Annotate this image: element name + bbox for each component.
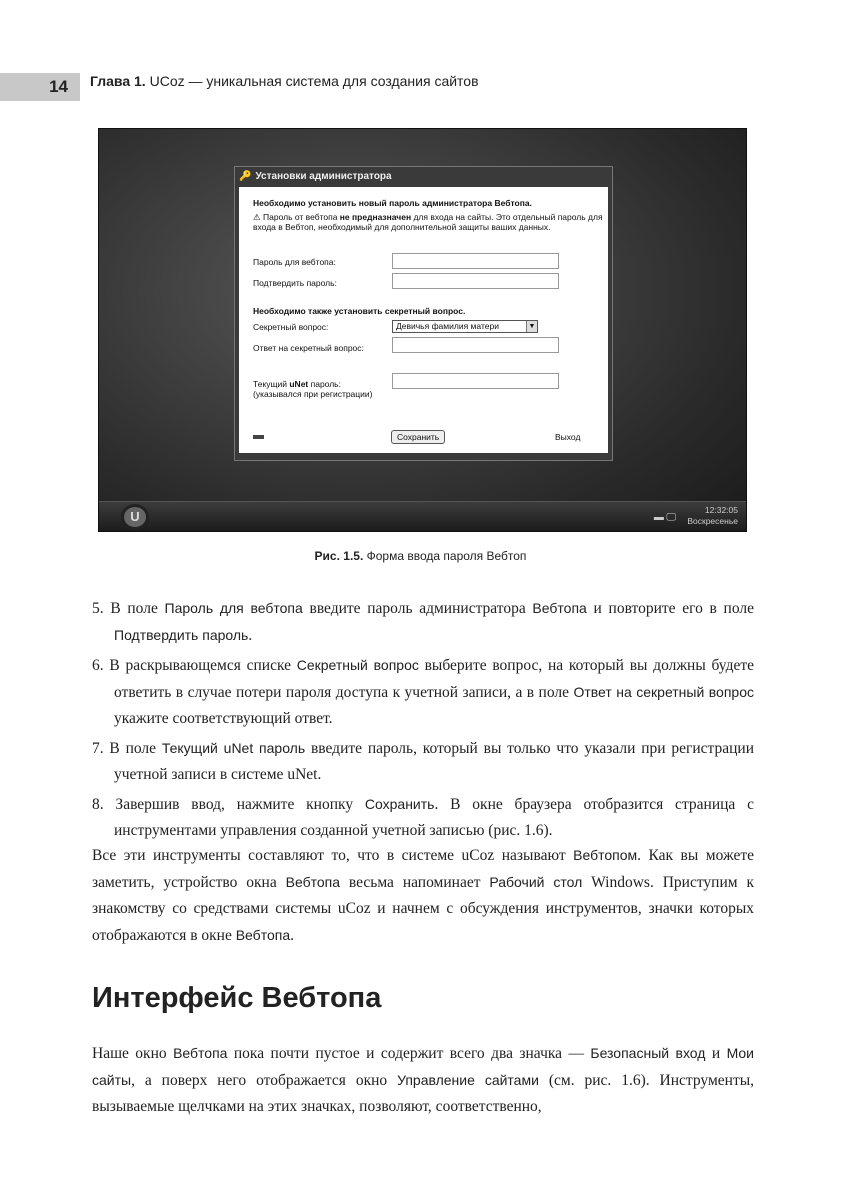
ui-term: Вебтопа xyxy=(173,1045,228,1061)
text-run: . В окне браузера отобразится страница с инструментами управления созданной учетной записью (рис. 1.6). xyxy=(114,796,754,839)
text-run: Наше окно xyxy=(92,1045,174,1062)
ui-term: Текущий uNet пароль xyxy=(161,740,306,756)
list-item xyxy=(92,735,754,788)
secret-question-value: Девичья фамилия матери xyxy=(396,321,499,331)
text-run: выберите вопрос, на который вы должны будете ответить в случае потери пароля доступа к учетной записи, а в поле xyxy=(114,657,754,701)
list-item xyxy=(92,791,754,844)
ui-term: Вебтопа xyxy=(235,927,291,943)
chapter-label: Глава 1. xyxy=(90,73,146,89)
ui-term: Вебтопа xyxy=(532,600,587,616)
section-heading: Интерфейс Вебтопа xyxy=(92,982,382,1014)
text-run: 8. Завершив ввод, нажмите кнопку xyxy=(92,796,365,813)
text-run: пока почти пустое и содержит всего два значка — xyxy=(227,1045,591,1062)
password-label: Пароль для вебтопа: xyxy=(253,257,336,267)
list-item xyxy=(92,595,754,649)
ucoz-start-button[interactable]: U xyxy=(121,504,149,530)
text-run: весьма напоминает xyxy=(340,874,490,891)
ui-term: Мои сайты xyxy=(92,1045,755,1088)
clock-day: Воскресенье xyxy=(687,516,738,526)
text-run: Windows. Приступим к знакомству со средствами системы uCoz и начнем с обсуждения инструментов, значки которых отображаются в окне xyxy=(92,874,754,944)
network-icon[interactable]: 🖵 xyxy=(666,512,676,523)
unet-label-bold: uNet xyxy=(289,379,309,389)
ui-term: Пароль для вебтопа xyxy=(164,600,303,616)
secret-heading: Необходимо также установить секретный вопрос. xyxy=(253,306,466,316)
ui-term: Сохранить xyxy=(364,796,435,812)
dialog-titlebar xyxy=(239,167,608,187)
warning-pre: Пароль от вебтопа xyxy=(263,212,340,222)
text-run: введите пароль, который вы только что указали при регистрации учетной записи в системе uNet. xyxy=(114,740,755,783)
ui-term: Рабочий стол xyxy=(489,874,583,890)
flag-icon xyxy=(253,435,264,439)
text-run: . xyxy=(290,927,294,944)
secret-answer-input[interactable] xyxy=(392,337,559,353)
text-run: , а поверх него отображается окно xyxy=(131,1072,398,1089)
running-header xyxy=(0,73,841,101)
unet-password-label xyxy=(253,379,372,399)
secret-answer-label: Ответ на секретный вопрос: xyxy=(253,343,364,353)
chevron-down-icon[interactable]: ▼ xyxy=(526,321,537,332)
figure-caption xyxy=(0,549,841,563)
confirm-password-input[interactable] xyxy=(392,273,559,289)
clock-time: 12:32:05 xyxy=(704,505,738,515)
text-run: и повторите его в поле xyxy=(586,600,754,617)
warning-bold: не предназначен xyxy=(339,212,412,222)
warning-text xyxy=(253,212,603,232)
tray-icons xyxy=(654,512,676,523)
ui-term: Безопасный вход xyxy=(590,1045,706,1061)
ui-term: Вебтопа xyxy=(285,874,341,890)
text-run: 6. В раскрывающемся списке xyxy=(92,657,297,674)
list-item xyxy=(92,652,754,732)
caption-label: Рис. 1.5. xyxy=(314,549,364,563)
figure-screenshot xyxy=(98,128,747,532)
text-run: (см. рис. 1.6). Инструменты, вызываемые щелчками на этих значках, позволяют, соответственно, xyxy=(92,1072,755,1115)
ui-term: Ответ на секретный вопрос xyxy=(573,684,754,700)
ui-term: Секретный вопрос xyxy=(296,657,419,673)
admin-settings-dialog xyxy=(234,166,613,461)
warning-post: для входа на сайты. Это отдельный пароль для входа в Вебтоп, необходимый для дополнительной защиты ваших данных. xyxy=(253,212,603,232)
warning-icon: ⚠ xyxy=(253,212,261,222)
ui-term: Управление сайтами xyxy=(397,1072,539,1088)
text-run: и xyxy=(705,1045,727,1062)
exit-link[interactable]: Выход xyxy=(555,432,581,442)
text-run: 7. В поле xyxy=(92,740,162,757)
password-input[interactable] xyxy=(392,253,559,269)
text-run: введите пароль администратора xyxy=(302,600,533,617)
unet-hint: (указывался при регистрации) xyxy=(253,389,373,399)
ui-term: Подтвердить пароль xyxy=(114,627,249,643)
confirm-password-label: Подтвердить пароль: xyxy=(253,278,337,288)
key-icon: 🔑 xyxy=(239,171,252,182)
text-run: . Как вы можете заметить, устройство окна xyxy=(92,847,754,891)
dialog-title: Установки администратора xyxy=(255,171,392,182)
secret-question-select[interactable] xyxy=(392,320,538,333)
password-heading: Необходимо установить новый пароль администратора Вебтопа. xyxy=(253,198,532,208)
text-run: Все эти инструменты составляют то, что в системе uCoz называют xyxy=(92,847,574,864)
page-number: 14 xyxy=(0,73,80,101)
secret-question-label: Секретный вопрос: xyxy=(253,322,329,332)
paragraph xyxy=(92,1040,754,1120)
text-run: 5. В поле xyxy=(92,600,165,617)
chapter-title: UCoz — уникальная система для создания сайтов xyxy=(145,73,479,89)
save-button[interactable]: Сохранить xyxy=(391,430,445,444)
text-run: укажите соответствующий ответ. xyxy=(114,710,333,727)
unet-label-post: пароль: xyxy=(308,379,341,389)
taskbar xyxy=(99,501,746,531)
caption-text: Форма ввода пароля Вебтоп xyxy=(363,549,527,563)
ui-term: Вебтопом xyxy=(573,847,638,863)
steps-list xyxy=(92,595,754,847)
clock xyxy=(687,505,738,527)
text-run: . xyxy=(248,627,253,644)
unet-password-input[interactable] xyxy=(392,373,559,389)
running-title xyxy=(90,73,479,89)
language-icon[interactable]: ▬ xyxy=(653,512,664,523)
unet-label-pre: Текущий xyxy=(253,379,290,389)
paragraph xyxy=(92,842,754,949)
